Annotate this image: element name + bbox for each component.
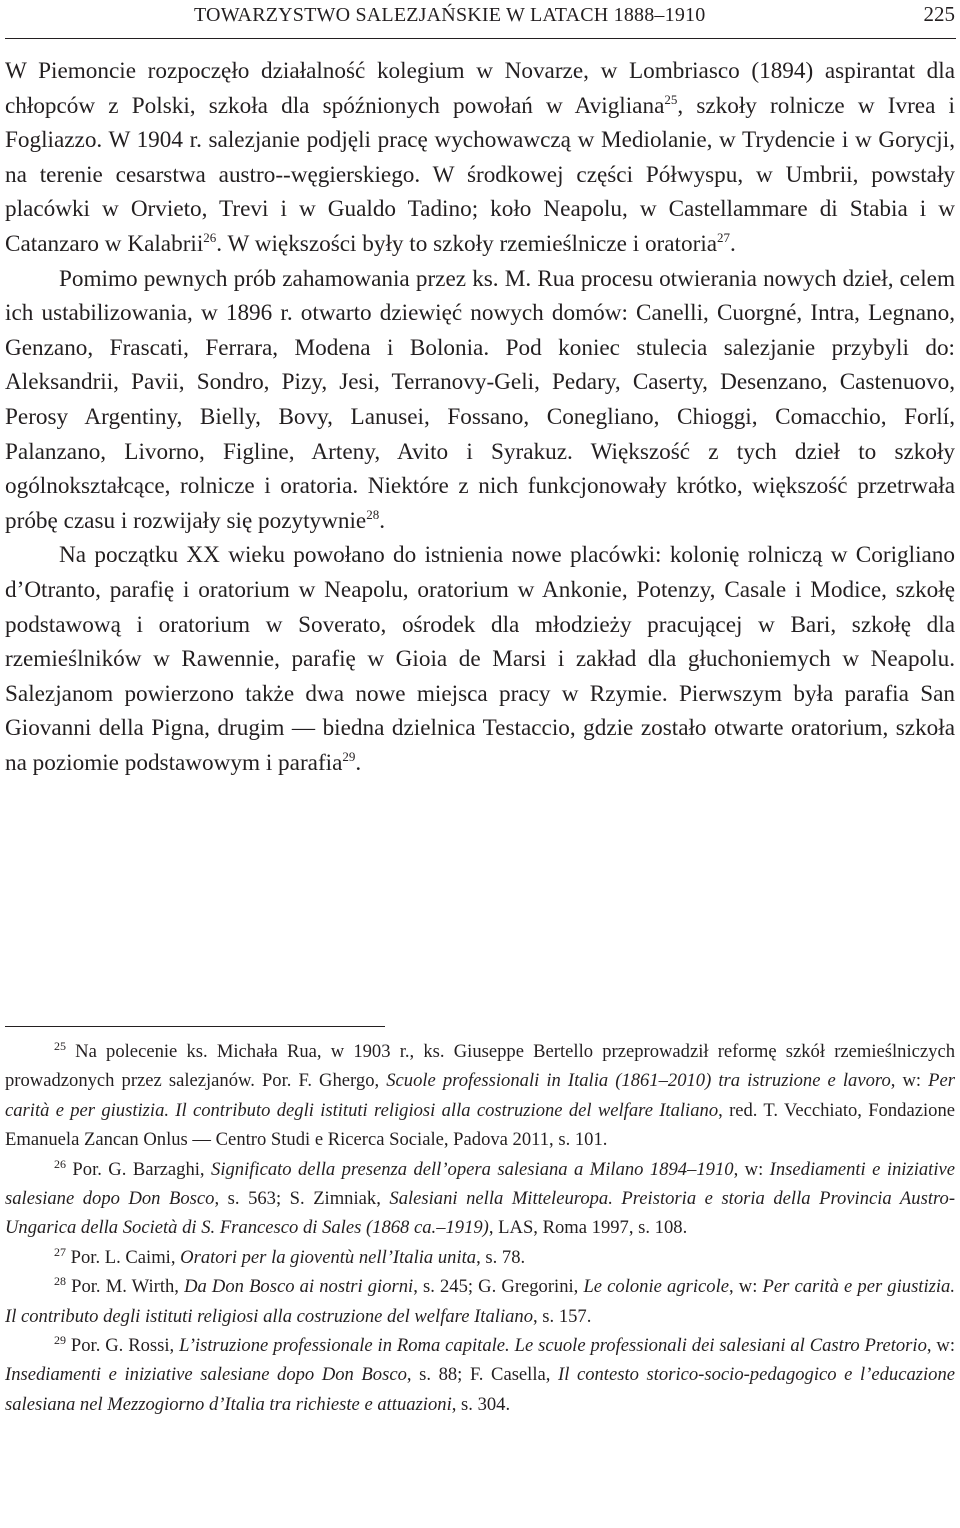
- footnote: [5, 1037, 955, 1155]
- text-run: .: [379, 507, 386, 534]
- footnote-reference: 27: [717, 229, 731, 245]
- text-run: , szkoły rolnicze w Ivrea i Fogliazzo. W 1904 r. salezjanie podjęli pracę wychowawczą w Mediolanie, w Trydencie i w Gorycji, na terenie cesarstwa austro-​-węgierskiego. W środkowej części Półwyspu, w Umbrii, powstały placówki w Orvieto, Trevi i w Gualdo Tadino; koło Neapolu, w Castellammare di Stabia i w Catanzaro w Kalabrii: [5, 92, 956, 257]
- text-run: Por. M. Wirth,: [66, 1276, 185, 1298]
- text-run: , w:: [890, 1070, 929, 1092]
- text-run: , LAS, Roma 1997, s. 108.: [488, 1217, 688, 1239]
- text-run: Na początku XX wieku powołano do istnienia nowe placówki: kolonię rolniczą w Corigliano d’Otranto, parafię i oratorium w Neapolu, oratorium w Ankonie, Potenzy, Casale i Modice, szkołę podstawową i oratorium w Soverato, ośrodek dla młodzieży pracującej w Bari, szkołę dla rzemieślników w Rawennie, parafię w Gioia de Marsi i zakład dla głuchoniemych w Neapolu. Salezjanom powierzono także dwa nowe miejsca pracy w Rzymie. Pierwszym była parafia San Giovanni della Pigna, drugim — biedna dzielnica Testaccio, gdzie zostało otwarte oratorium, szkoła na poziomie podstawowym i parafia: [5, 542, 955, 776]
- footnote: [5, 1155, 955, 1243]
- italic-text: L’istruzione professionale in Roma capitale. Le scuole professionali dei salesiani al Castro Pretorio: [179, 1335, 927, 1357]
- text-run: , s. 304.: [451, 1393, 511, 1415]
- footnote-reference: 28: [366, 506, 380, 522]
- footnote-reference: 26: [54, 1156, 66, 1171]
- text-run: . W większości były to szkoły rzemieślnicze i oratoria: [216, 230, 718, 257]
- italic-text: Insediamenti e iniziative salesiane dopo Don Bosco: [5, 1158, 955, 1210]
- footnote-reference: 25: [54, 1039, 66, 1053]
- italic-text: Per carità e per giustizia. Il contributo degli istituti religiosi alla costruzione del welfare Italiano: [5, 1276, 955, 1327]
- text-run: , w:: [729, 1276, 763, 1298]
- footnote-separator: [5, 1026, 385, 1027]
- footnote-reference: 28: [54, 1274, 66, 1289]
- header-rule: [5, 38, 956, 39]
- italic-text: Salesiani nella Mitteleuropa. Preistoria e storia della Provincia Austro-Ungarica della Società di S. Francesco di Sales (1868 ca.–1919): [5, 1188, 956, 1239]
- text-run: , s. 245; G. Gregorini,: [413, 1276, 584, 1298]
- text-run: , red. T. Vecchiato, Fondazione Emanuela Zancan Onlus — Centro Studi e Ricerca Sociale, Padova 2011, s. 101.: [5, 1099, 955, 1151]
- running-title: TOWARZYSTWO SALEZJAŃSKIE W LATACH 1888–1910: [194, 4, 706, 26]
- paragraph: [5, 54, 955, 262]
- paragraph: [5, 262, 955, 539]
- paragraph: [5, 538, 955, 780]
- italic-text: Significato della presenza dell’opera salesiana a Milano 1894–1910: [211, 1158, 734, 1180]
- text-run: , s. 78.: [476, 1246, 526, 1268]
- text-run: , s. 157.: [533, 1305, 592, 1327]
- text-run: Na polecenie ks. Michała Rua, w 1903 r., ks. Giuseppe Bertello przeprowadził reformę szkół rzemieślniczych prowadzonych przez salezjanów. Por. F. Ghergo,: [5, 1041, 955, 1092]
- text-run: Por. L. Caimi,: [66, 1246, 181, 1268]
- text-run: Por. G. Rossi,: [66, 1335, 180, 1357]
- italic-text: Da Don Bosco ai nostri giorni: [184, 1276, 414, 1298]
- footnote-reference: 26: [203, 229, 217, 245]
- text-run: , s. 563; S. Zimniak,: [214, 1188, 390, 1210]
- footnote: [5, 1243, 955, 1272]
- running-header: [0, 2, 960, 32]
- footnote-reference: 29: [54, 1333, 66, 1348]
- italic-text: Il contesto storico-socio-pedagogico e l’educazione salesiana nel Mezzogiorno d’Italia tra richieste e attuazioni: [5, 1364, 955, 1415]
- footnotes: [5, 1037, 955, 1419]
- footnote: [5, 1331, 955, 1419]
- footnote-reference: 27: [54, 1244, 66, 1259]
- text-run: , w:: [733, 1158, 770, 1180]
- text-run: , s. 88; F. Casella,: [406, 1364, 559, 1386]
- text-run: .: [355, 749, 362, 776]
- footnote-reference: 25: [664, 91, 678, 107]
- text-run: , w:: [926, 1335, 956, 1357]
- text-run: W Piemoncie rozpoczęło działalność kolegium w Novarze, w Lombriasco (1894) aspirantat dla chłopców z Polski, szkoła dla spóźnionych powołań w Avigliana: [5, 58, 955, 119]
- italic-text: Insediamenti e iniziative salesiane dopo Don Bosco: [5, 1364, 407, 1386]
- italic-text: Oratori per la gioventù nell’Italia unita: [180, 1246, 477, 1268]
- text-run: Por. G. Barzaghi,: [66, 1158, 212, 1180]
- main-text: [5, 54, 955, 780]
- page-number: 225: [923, 2, 955, 26]
- italic-text: Le colonie agricole: [583, 1276, 729, 1298]
- text-run: Pomimo pewnych prób zahamowania przez ks. M. Rua procesu otwierania nowych dzieł, celem ich ustabilizowania, w 1896 r. otwarto dziewięć nowych domów: Canelli, Cuorgné, Intra, Legnano, Genzano, Frascati, Ferrara, Modena i Bolonia. Pod koniec stulecia salezjanie przybyli do: Aleksandrii, Pavii, Sondro, Pizy, Jesi, Terranovy-Geli, Pedary, Caserty, Desenzano, Castenuovo, Perosy Argentiny, Bielly, Bovy, Lanusei, Fossano, Conegliano, Chioggi, Comacchio, Forlí, Palanzano, Livorno, Figline, Arteny, Avito i Syrakuz. Większość z tych dzieł to szkoły ogólnokształcące, rolnicze i oratoria. Niektóre z nich funkcjonowały krótko, większość przetrwała próbę czasu i rozwijały się pozytywnie: [5, 265, 955, 534]
- text-run: .: [730, 230, 736, 257]
- italic-text: Scuole professionali in Italia (1861–2010) tra istruzione e lavoro: [386, 1070, 891, 1092]
- footnote: [5, 1272, 955, 1331]
- footnote-reference: 29: [342, 748, 356, 764]
- italic-text: Per carità e per giustizia. Il contributo degli istituti religiosi alla costruzione del welfare Italiano: [5, 1070, 955, 1121]
